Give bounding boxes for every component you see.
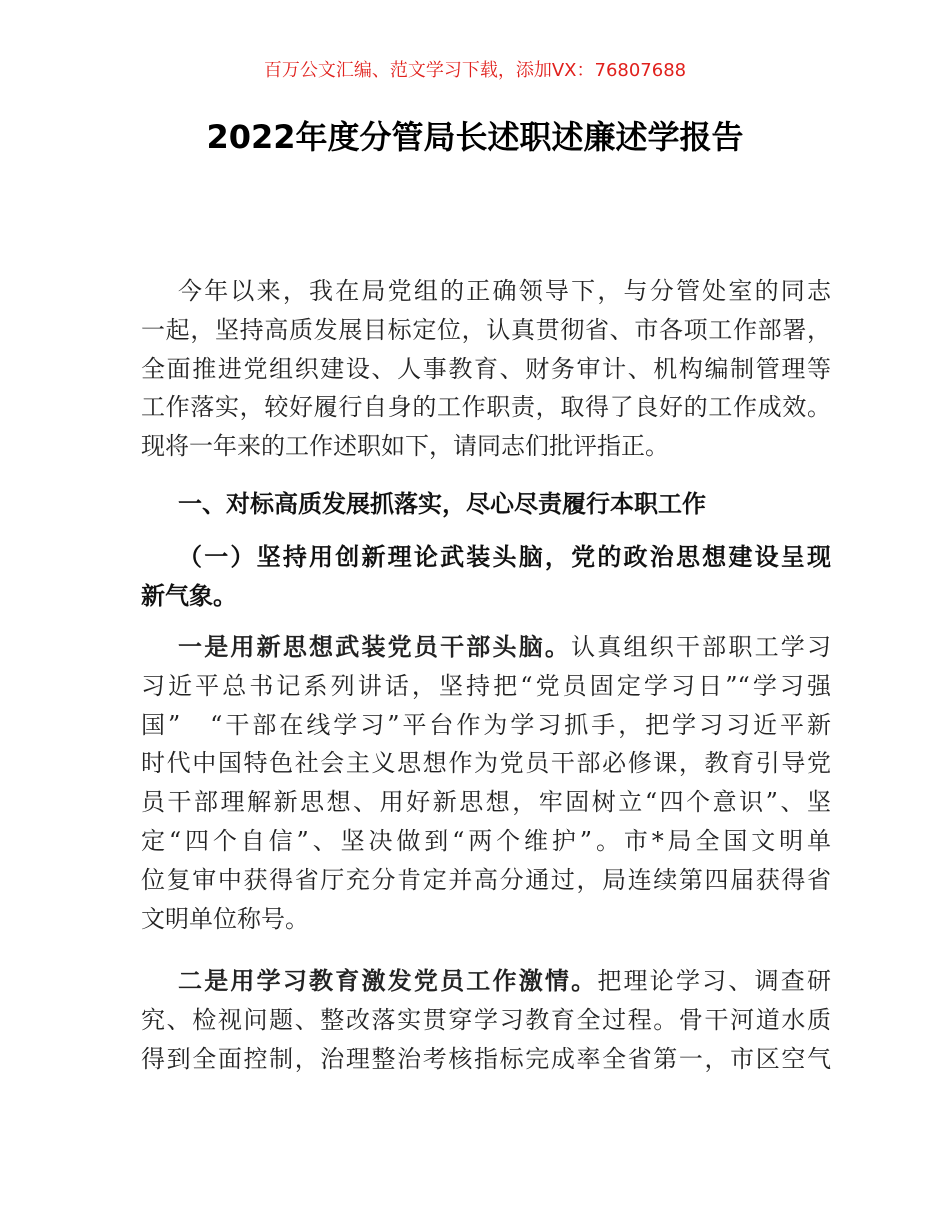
text-line: 工作落实，较好履行自身的工作职责，取得了良好的工作成效。	[141, 393, 831, 422]
text-line: 究、检视问题、整改落实贯穿学习教育全过程。骨干河道水质	[141, 1005, 831, 1034]
section-heading	[141, 485, 831, 524]
point-lead: 一是用新思想武装党员干部头脑。	[178, 632, 572, 661]
text-line: 文明单位称号。	[141, 904, 309, 933]
intro-paragraph	[141, 272, 831, 466]
text-line: 员干部理解新思想、用好新思想，牢固树立“四个意识”、坚	[141, 788, 831, 817]
header-notice: 百万公文汇编、范文学习下载，添加VX：76807688	[263, 60, 687, 81]
text-line: 习近平总书记系列讲话，坚持把“党员固定学习日”“学习强	[141, 671, 831, 700]
text-line: 今年以来，我在局党组的正确领导下，与分管处室的同志	[178, 277, 831, 305]
text-line: 全面推进党组织建设、人事教育、财务审计、机构编制管理等	[141, 354, 831, 383]
point-two-paragraph	[141, 962, 831, 1078]
text-line: 时代中国特色社会主义思想作为党员干部必修课，教育引导党	[141, 749, 831, 778]
point-one-paragraph	[141, 628, 831, 938]
subsection-heading	[141, 538, 831, 616]
text-line: 定“四个自信”、坚决做到“两个维护”。市*局全国文明单	[141, 826, 831, 855]
text-line: 把理论学习、调查研	[597, 967, 832, 995]
text-line: 国” “干部在线学习”平台作为学习抓手，把学习习近平新	[141, 710, 831, 739]
heading-line: 新气象。	[141, 580, 237, 610]
text-line: 一起，坚持高质发展目标定位，认真贯彻省、市各项工作部署，	[141, 315, 831, 344]
heading-text: 一、对标高质发展抓落实，尽心尽责履行本职工作	[178, 489, 706, 518]
document-title: 2022年度分管局长述职述廉述学报告	[206, 118, 744, 156]
text-line: 得到全面控制，治理整治考核指标完成率全省第一，市区空气	[141, 1044, 831, 1073]
text-line: 位复审中获得省厅充分肯定并高分通过，局连续第四届获得省	[141, 865, 831, 894]
text-line: 认真组织干部职工学习	[571, 633, 831, 661]
text-line: 现将一年来的工作述职如下，请同志们批评指正。	[141, 432, 669, 461]
heading-line: （一）坚持用创新理论武装头脑，党的政治思想建设呈现	[178, 542, 831, 571]
point-lead: 二是用学习教育激发党员工作激情。	[178, 966, 598, 995]
